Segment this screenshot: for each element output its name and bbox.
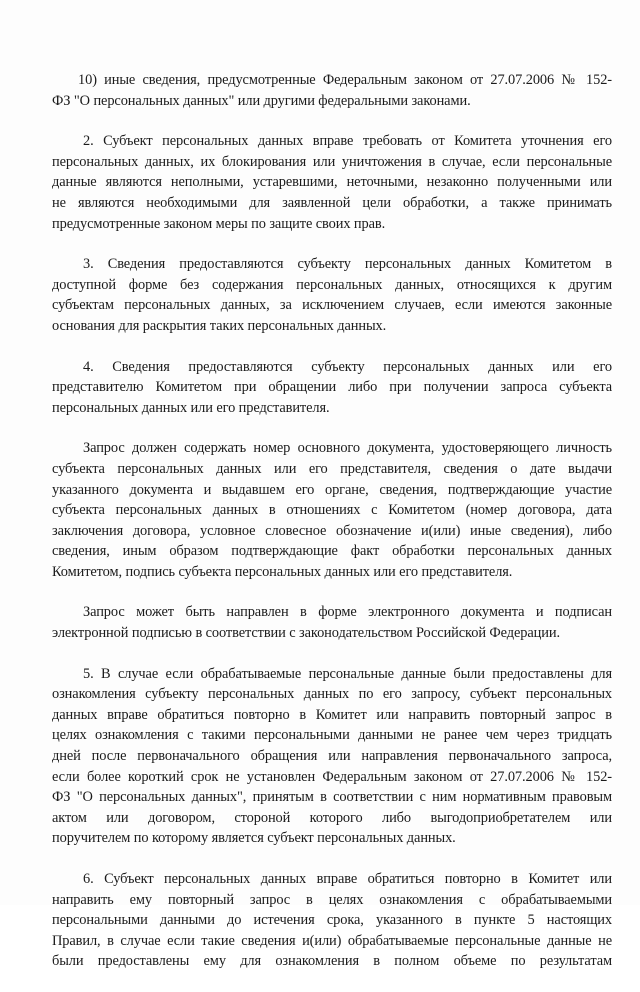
text-line: были предоставлены ему для ознакомления в полном объеме по результатам	[52, 953, 612, 970]
document-body	[52, 70, 612, 992]
text-line: Запрос должен содержать номер основного документа, удостоверяющего личность	[83, 440, 612, 457]
paragraph-clause-5	[52, 664, 612, 849]
text-line: Комитетом, подпись субъекта персональных данных или его представителя.	[52, 563, 513, 580]
text-line: Запрос может быть направлен в форме электронного документа и подписан	[83, 604, 612, 621]
text-line: ознакомления субъекту персональных данных по его запросу, субъект персональных	[52, 686, 612, 703]
paragraph-clause-2	[52, 131, 612, 234]
text-line: 2. Субъект персональных данных вправе требовать от Комитета уточнения его	[83, 133, 612, 150]
text-line: персональных данных, их блокирования или уничтожения в случае, если персональные	[52, 153, 612, 170]
paragraph-clause-4	[52, 357, 612, 419]
paragraph-item-10	[52, 70, 612, 111]
text-line: персональными данными до истечения срока, указанного в пункте 5 настоящих	[52, 912, 612, 929]
text-line: дней после первоначального обращения или направления первоначального запроса,	[52, 748, 612, 765]
text-line: 5. В случае если обрабатываемые персональные данные были предоставлены для	[83, 665, 612, 682]
text-line: предусмотренные законом меры по защите своих прав.	[52, 215, 386, 232]
text-line: основания для раскрытия таких персональных данных.	[52, 317, 387, 334]
paragraph-request-content	[52, 438, 612, 582]
text-line: представителю Комитетом при обращении либо при получении запроса субъекта	[52, 379, 612, 396]
paragraph-electronic-request	[52, 602, 612, 643]
paragraph-clause-3	[52, 254, 612, 336]
text-line: сведения, иным образом подтверждающие факт обработки персональных данных	[52, 543, 612, 560]
text-line: персональных данных или его представителя.	[52, 399, 330, 416]
text-line: если более короткий срок не установлен Федеральным законом от 27.07.2006 № 152-	[52, 768, 612, 785]
text-line: заключения договора, условное словесное обозначение и(или) иные сведения), либо	[52, 522, 612, 539]
text-line: ФЗ "О персональных данных", принятым в соответствии с ним нормативным правовым	[52, 789, 612, 806]
text-line: доступной форме без содержания персональных данных, относящихся к другим	[52, 276, 612, 293]
text-line: актом или договором, стороной которого либо выгодоприобретателем или	[52, 809, 612, 826]
text-line: указанного документа и выдавшем его органе, сведения, подтверждающие участие	[52, 481, 612, 498]
text-line: данных вправе обратиться повторно в Комитет или направить повторный запрос в	[52, 706, 612, 723]
text-line: 10) иные сведения, предусмотренные Федеральным законом от 27.07.2006 № 152-	[78, 72, 612, 88]
paragraph-clause-6	[52, 869, 612, 972]
text-line: субъекта персональных данных в отношениях с Комитетом (номер договора, дата	[52, 502, 612, 519]
text-line: 6. Субъект персональных данных вправе обратиться повторно в Комитет или	[83, 871, 612, 887]
text-line: поручителем по которому является субъект персональных данных.	[52, 830, 456, 847]
text-line: данные являются неполными, устаревшими, неточными, незаконно полученными или	[52, 174, 612, 191]
text-line: 3. Сведения предоставляются субъекту персональных данных Комитетом в	[83, 256, 612, 273]
text-line: направить ему повторный запрос в целях ознакомления с обрабатываемыми	[52, 891, 612, 908]
text-line: 4. Сведения предоставляются субъекту персональных данных или его	[83, 358, 612, 375]
text-line: субъектам персональных данных, за исключением случаев, если имеются законные	[52, 297, 612, 314]
text-line: Правил, в случае если такие сведения и(или) обрабатываемые персональные данные не	[52, 932, 612, 949]
text-line: субъекта персональных данных или его представителя, сведения о дате выдачи	[52, 460, 612, 477]
text-line: ФЗ "О персональных данных" или другими федеральными законами.	[52, 92, 471, 109]
text-line: электронной подписью в соответствии с законодательством Российской Федерации.	[52, 625, 560, 642]
text-line: целях ознакомления с такими персональными данными не ранее чем через тридцать	[52, 727, 612, 744]
text-line: не являются необходимыми для заявленной цели обработки, а также принимать	[52, 194, 612, 211]
